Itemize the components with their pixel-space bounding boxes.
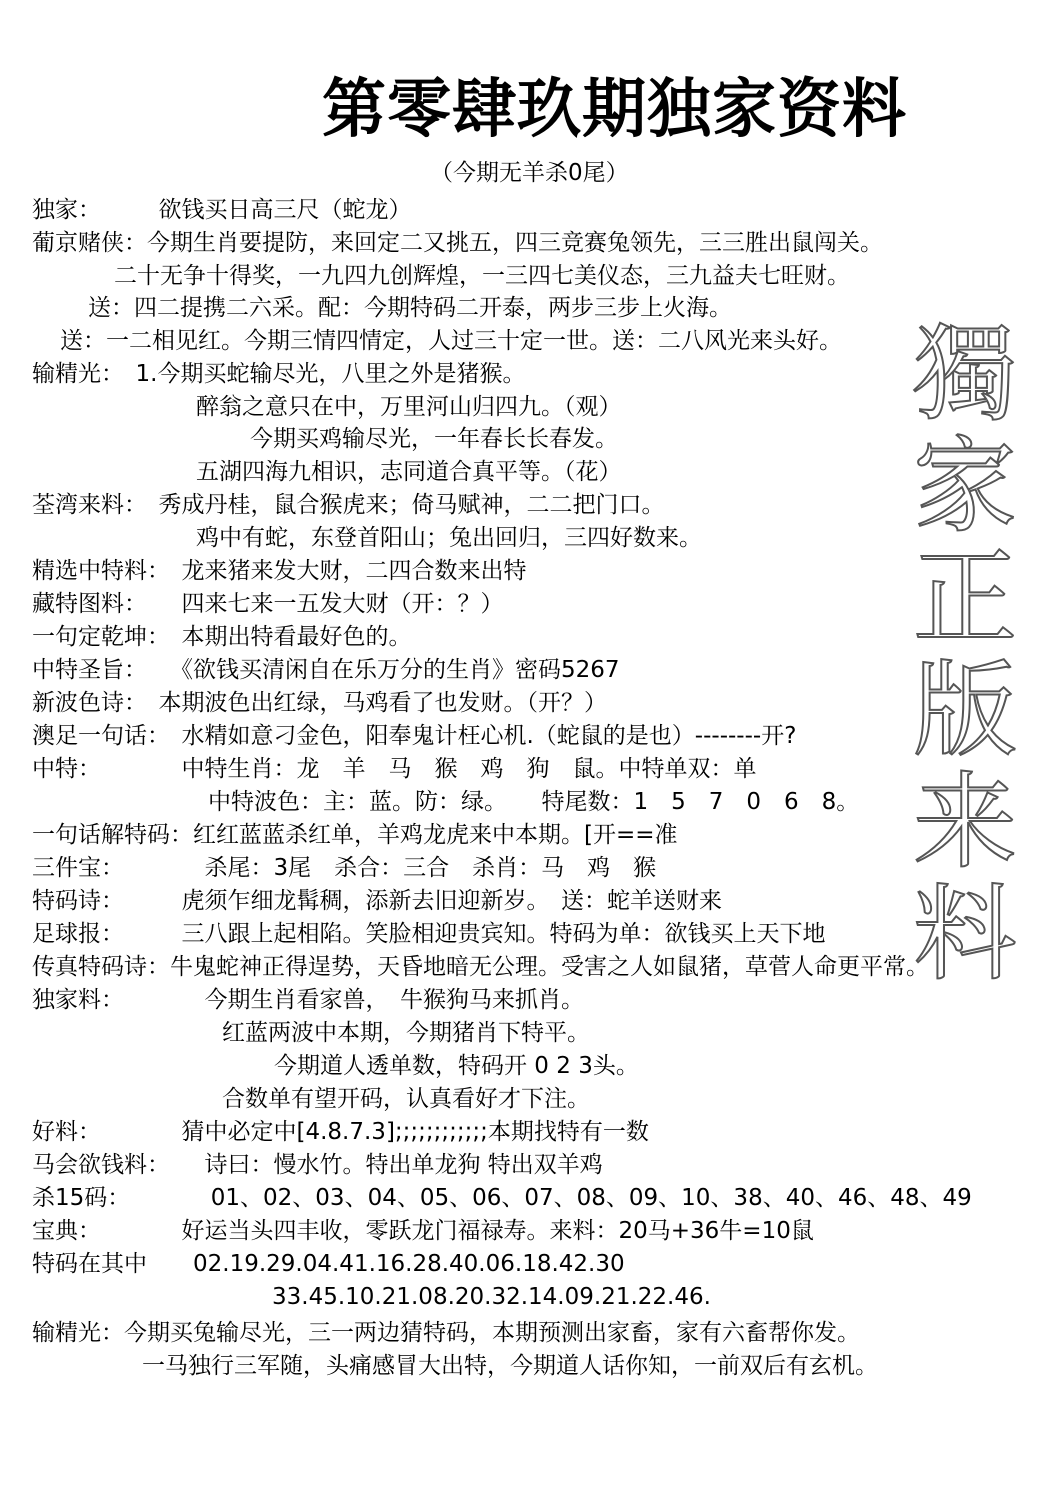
text-line: 足球报： 三八跟上起相陷。笑脸相迎贵宾知。特码为单：欲钱买上天下地 [32, 921, 826, 947]
page-title: 第零肆玖期独家资料 [322, 73, 907, 147]
text-line: 送：一二相见红。今期三情四情定，人过三十定一世。送：二八风光来头好。 [60, 328, 842, 354]
text-line: 中特波色：主：蓝。防：绿。 特尾数：1 5 7 0 6 8。 [208, 789, 860, 815]
text-line: 输精光：今期买兔输尽光，三一两边猜特码，本期预测出家畜，家有六畜帮你发。 [32, 1320, 860, 1346]
text-line: 马会欲钱料： 诗曰：慢水竹。特出单龙狗 特出双羊鸡 [32, 1152, 603, 1178]
text-line: 合数单有望开码，认真看好才下注。 [222, 1086, 590, 1112]
text-line: 特码在其中 02.19.29.04.41.16.28.40.06.18.42.30 [32, 1251, 625, 1277]
text-line: 今期道人透单数，特码开 0 2 3头。 [274, 1053, 639, 1079]
text-line: 精选中特料： 龙来猪来发大财，二四合数来出特 [32, 558, 527, 584]
watermark-char: 版 [912, 649, 1017, 771]
watermark-char: 家 [912, 425, 1017, 547]
watermark-text [900, 313, 1030, 995]
subtitle: （今期无羊杀0尾） [430, 160, 629, 186]
text-line: 鸡中有蛇，东登首阳山；兔出回归，三四好数来。 [196, 525, 702, 551]
text-line: 宝典： 好运当头四丰收，零跃龙门福禄寿。来料：20马+36牛=10鼠 [32, 1218, 814, 1244]
text-line: 一句话解特码：红红蓝蓝杀红单，羊鸡龙虎来中本期。[开==准 [32, 822, 678, 848]
text-line: 五湖四海九相识，志同道合真平等。（花） [196, 459, 622, 485]
watermark-char: 正 [912, 537, 1017, 659]
watermark-char: 料 [912, 873, 1017, 995]
text-line: 醉翁之意只在中，万里河山归四九。（观） [196, 394, 622, 420]
text-line: 33.45.10.21.08.20.32.14.09.21.22.46. [272, 1284, 711, 1310]
text-line: 中特圣旨： 《欲钱买清闲自在乐万分的生肖》密码5267 [32, 657, 620, 683]
text-line: 特码诗： 虎须乍细龙髯稠，添新去旧迎新岁。 送：蛇羊送财来 [32, 888, 722, 914]
text-line: 三件宝： 杀尾：3尾 杀合：三合 杀肖：马 鸡 猴 [32, 855, 657, 881]
text-line: 一句定乾坤： 本期出特看最好色的。 [32, 624, 412, 650]
text-line: 中特： 中特生肖：龙 羊 马 猴 鸡 狗 鼠。中特单双：单 [32, 756, 757, 782]
text-line: 今期买鸡输尽光，一年春长长春发。 [250, 426, 618, 452]
watermark-char: 獨 [912, 313, 1017, 435]
text-line: 独家： 欲钱买日高三尺（蛇龙） [32, 197, 412, 223]
text-line: 传真特码诗：牛鬼蛇神正得逞势，天昏地暗无公理。受害之人如鼠猪，草菅人命更平常。 [32, 954, 929, 980]
text-line: 一马独行三军随，头痛感冒大出特，今期道人话你知，一前双后有玄机。 [142, 1353, 878, 1379]
text-line: 葡京赌侠：今期生肖要提防，来回定二又挑五，四三竞赛兔领先，三三胜出鼠闯关。 [32, 230, 883, 256]
text-line: 独家料： 今期生肖看家兽， 牛猴狗马来抓肖。 [32, 987, 584, 1013]
text-line: 好料： 猜中必定中[4.8.7.3];;;;;;;;;;;;本期找特有一数 [32, 1119, 649, 1145]
text-line: 红蓝两波中本期，今期猪肖下特平。 [222, 1020, 590, 1046]
text-line: 杀15码： 01、02、03、04、05、06、07、08、09、10、38、40、46、48、49 [32, 1185, 972, 1211]
text-line: 藏特图料： 四来七来一五发大财（开：？） [32, 591, 504, 617]
text-line: 输精光： 1.今期买蛇输尽光，八里之外是猪猴。 [32, 361, 526, 387]
text-line: 新波色诗： 本期波色出红绿，马鸡看了也发财。（开？） [32, 690, 607, 716]
text-line: 二十无争十得奖，一九四九创辉煌，一三四七美仪态，三九益夫七旺财。 [114, 263, 850, 289]
text-line: 澳足一句话： 水精如意刁金色，阳奉鬼计枉心机.（蛇鼠的是也）--------开? [32, 723, 797, 749]
text-line: 荃湾来料： 秀成丹桂，鼠合猴虎来；倚马赋神，二二把门口。 [32, 492, 665, 518]
text-line: 送：四二提携二六采。配：今期特码二开泰，两步三步上火海。 [88, 295, 732, 321]
watermark-char: 来 [912, 761, 1017, 883]
